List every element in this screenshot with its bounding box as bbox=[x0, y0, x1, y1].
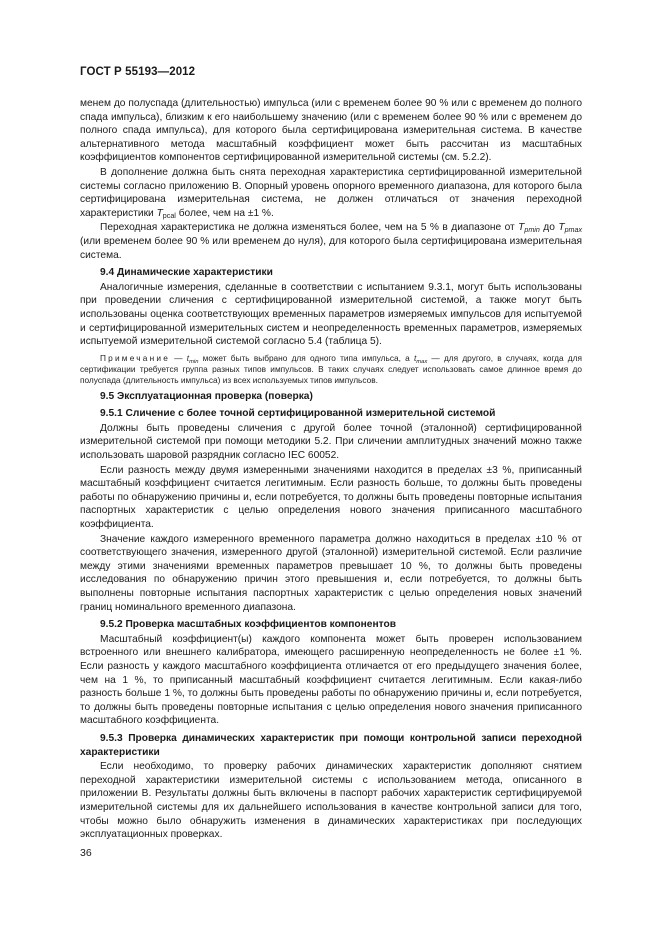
note-paragraph bbox=[80, 353, 582, 386]
paragraph-control-record: Если необходимо, то проверку рабочих динамических характеристик дополняют снятием переходной характеристики измерительной системы с использованием метода, описанного в приложении В. Результаты должны быть включены в паспорт рабочих характеристик сертифицируемой измерительной системы для их дальнейшего использования в качестве контрольной записи для того, чтобы можно было обнаружить изменения в динамических характеристиках при последующих эксплуатационных проверках. bbox=[80, 761, 582, 841]
symbol-t: t bbox=[413, 352, 417, 363]
paragraph-transient-response bbox=[80, 166, 582, 220]
paragraph-dynamic: Аналогичные измерения, сделанные в соответствии с испытанием 9.3.1, могут быть использованы при проведении сличения с сертифицированной измерительной системой, а также могут быть использованы оценка соответствующих временных параметров измеряемых импульсов для испытуемой и сертифицированной измерительных систем и неопределенность временных параметров, измеряемых испытуемой измерительной системой согласно 5.4 (таблица 5). bbox=[80, 281, 582, 348]
document-header: ГОСТ Р 55193—2012 bbox=[80, 66, 196, 78]
document-body bbox=[80, 97, 582, 842]
text-segment: Переходная характеристика не должна изменяться более, чем на 5 % в диапазоне от bbox=[100, 222, 519, 234]
symbol-t: T bbox=[156, 207, 163, 219]
subscript-min: min bbox=[189, 358, 199, 365]
paragraph-scale-factor: Масштабный коэффициент(ы) каждого компонента может быть проверен использованием встроенного или внешнего калибратора, имеющего расширенную неопределенность не более ±1 %. Если разность у каждого масштабного коэффициента отличается от его предыдущего значения более, чем на 1 %, то приписанный масштабный коэффициент считается легитимным. Если какая-либо разность больше 1 %, то должны быть проведены работы по обнаружению причины и, если потребуется, то должны быть проведены повторные испытания с целью определения нового значения приписанного масштабного коэффициента. bbox=[80, 633, 582, 727]
section-heading-9-5: 9.5 Эксплуатационная проверка (поверка) bbox=[100, 390, 313, 402]
section-heading-9-5-3: 9.5.3 Проверка динамических характеристик при помощи контрольной записи переходной характеристики bbox=[80, 732, 582, 758]
subscript-pmax: pmax bbox=[564, 226, 583, 235]
section-heading-9-5-1: 9.5.1 Сличение с более точной сертифицированной измерительной системой bbox=[100, 408, 496, 420]
subscript-max: max bbox=[416, 358, 428, 365]
section-heading-9-4: 9.4 Динамические характеристики bbox=[100, 267, 273, 279]
paragraph-comparison: Должны быть проведены сличения с другой более точной (эталонной) сертифицированной измерительной системой при помощи методики 5.2. При сличении амплитудных значений можно также использовать шаровой разрядник согласно IEC 60052. bbox=[80, 422, 582, 462]
text-segment: — bbox=[170, 352, 187, 363]
paragraph-difference: Если разность между двумя измеренными значениями находится в пределах ±3 %, приписанный масштабный коэффициент считается легитимным. Если разность больше, то должны быть проведены работы по обнаружению причины и, если потребуется, то должны быть проведены повторные испытания паспортных характеристик с целью определения нового значения приписанного масштабного коэффициента. bbox=[80, 464, 582, 531]
symbol-t: t bbox=[186, 352, 190, 363]
paragraph-time-parameter: Значение каждого измеренного временного параметра должно находиться в пределах ±10 % от соответствующего значения, измеренного другой (эталонной) измерительной системой. Если различие между этими значениями временных параметров превышает 10 %, то должны быть проведены исследования по обнаружению причин этого превышения и, если потребуется, то должны быть выполнены повторные испытания паспортных характеристик с целью определения новых значений границ номинального временного диапазона. bbox=[80, 533, 582, 613]
symbol-t: T bbox=[518, 222, 525, 234]
text-segment: — для другого, в случаях, когда для сертификации требуется группа разных типов импульсов. В таких случаях следует использовать самое длинное время до полуспада (длительность импульса) из всех используемых типов импульсов. bbox=[80, 352, 582, 385]
paragraph-continuation: менем до полуспада (длительностью) импульса (или с временем более 90 % или с временем до полного спада импульса), близким к его наибольшему значению (или с временем более 90 % или с временем до полного спада импульса), для которого была сертифицирована измерительная система. В качестве альтернативного метода масштабный коэффициент может быть рассчитан из масштабных коэффициентов компонентов сертифицированной измерительной системы (см. 5.2.2). bbox=[80, 98, 582, 164]
page-number: 36 bbox=[80, 847, 92, 859]
text-segment: В дополнение должна быть снята переходная характеристика сертифицированной измерительной системы согласно приложению В. Опорный уровень опорного временного диапазона, для которого была сертифицирована измерительная система, не должен отличаться от значения переходной характеристики bbox=[80, 166, 582, 219]
note-label: Примечание bbox=[100, 352, 171, 363]
section-heading-9-5-2: 9.5.2 Проверка масштабных коэффициентов компонентов bbox=[100, 619, 396, 631]
text-segment: (или временем более 90 % или временем до нуля), для которого была сертифицирована измерительная система. bbox=[80, 235, 582, 261]
text-segment: более, чем на ±1 %. bbox=[175, 207, 274, 219]
subscript-pcal: pcal bbox=[162, 211, 176, 220]
symbol-t: T bbox=[558, 222, 565, 234]
subscript-pmin: pmin bbox=[524, 226, 540, 235]
text-segment: до bbox=[539, 222, 559, 234]
paragraph-transient-range bbox=[80, 221, 582, 262]
text-segment: может быть выбрано для одного типа импульса, а bbox=[198, 352, 414, 363]
